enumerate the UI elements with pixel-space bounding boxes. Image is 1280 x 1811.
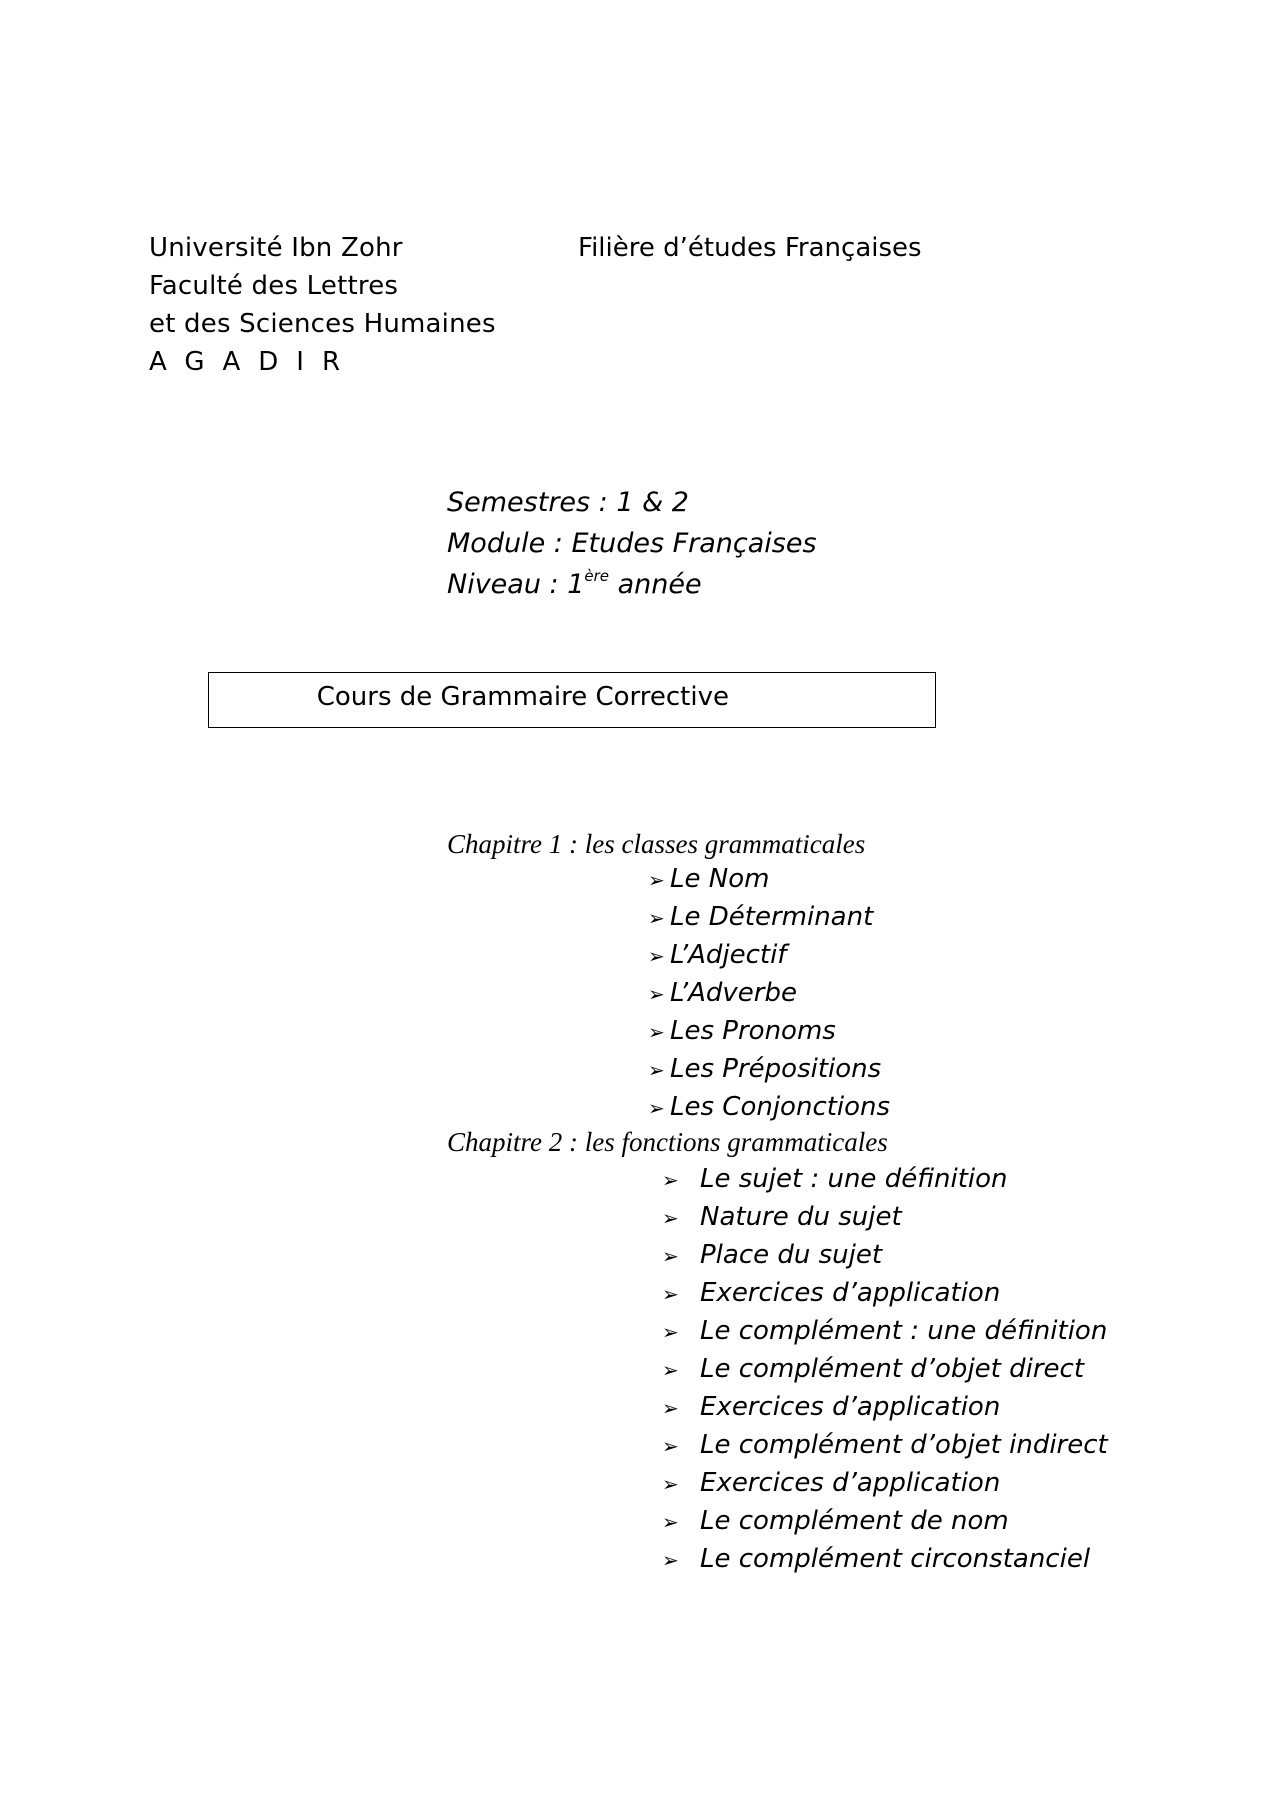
niveau-prefix: Niveau : 1 [447,569,585,600]
arrow-bullet-icon: ➢ [662,1168,679,1192]
chapter-2-item [662,1464,1000,1503]
chapter-1-item [648,860,769,899]
department-name: Filière d’études Françaises [578,233,922,263]
chapter-2-item [662,1350,1084,1389]
chapter-1-item [648,1088,890,1127]
university-name: Université Ibn Zohr [149,233,403,263]
chapter-2-item [662,1274,1000,1313]
chapter-1-item [648,936,786,975]
item-label: Le Déterminant [670,902,874,932]
arrow-bullet-icon: ➢ [648,1058,665,1082]
item-label: Les Pronoms [670,1016,836,1046]
item-label: Nature du sujet [700,1202,902,1232]
arrow-bullet-icon: ➢ [662,1282,679,1306]
arrow-bullet-icon: ➢ [648,1096,665,1120]
item-label: Exercices d’application [700,1278,1001,1308]
faculty-name: Faculté des Lettres [149,271,399,301]
arrow-bullet-icon: ➢ [648,906,665,930]
arrow-bullet-icon: ➢ [648,944,665,968]
arrow-bullet-icon: ➢ [662,1206,679,1230]
chapter-1-item [648,974,797,1013]
chapter-2-title: Chapitre 2 : les fonctions grammaticales [447,1127,888,1157]
chapter-2-item [662,1160,1008,1199]
arrow-bullet-icon: ➢ [662,1244,679,1268]
niveau-line [447,565,702,605]
chapter-1-item [648,1050,881,1089]
chapter-2-item [662,1540,1090,1579]
item-label: Exercices d’application [700,1392,1001,1422]
arrow-bullet-icon: ➢ [662,1548,679,1572]
item-label: Place du sujet [700,1240,883,1270]
arrow-bullet-icon: ➢ [648,868,665,892]
item-label: Le Nom [670,864,770,894]
arrow-bullet-icon: ➢ [662,1510,679,1534]
arrow-bullet-icon: ➢ [662,1434,679,1458]
semesters-line: Semestres : 1 & 2 [447,487,689,518]
item-label: Les Conjonctions [670,1092,891,1122]
item-label: L’Adverbe [670,978,797,1008]
arrow-bullet-icon: ➢ [662,1320,679,1344]
chapter-1-item [648,898,873,937]
item-label: Le complément : une définition [700,1316,1108,1346]
chapter-2-item [662,1312,1107,1351]
item-label: Le complément d’objet indirect [700,1430,1108,1460]
course-title: Cours de Grammaire Corrective [316,682,729,712]
module-line: Module : Etudes Françaises [447,528,817,559]
item-label: L’Adjectif [670,940,787,970]
course-title-box [208,672,936,728]
item-label: Le complément de nom [700,1506,1009,1536]
item-label: Le sujet : une définition [700,1164,1008,1194]
chapter-2-item [662,1236,882,1275]
chapter-2-item [662,1502,1009,1541]
chapter-1-item [648,1012,836,1051]
arrow-bullet-icon: ➢ [662,1358,679,1382]
chapter-2-item [662,1198,902,1237]
arrow-bullet-icon: ➢ [648,982,665,1006]
chapter-2-item [662,1426,1108,1465]
faculty-name-continued: et des Sciences Humaines [149,309,496,339]
arrow-bullet-icon: ➢ [662,1472,679,1496]
arrow-bullet-icon: ➢ [662,1396,679,1420]
niveau-superscript: ère [584,567,610,585]
item-label: Le complément circonstanciel [700,1544,1091,1574]
arrow-bullet-icon: ➢ [648,1020,665,1044]
chapter-2-item [662,1388,1000,1427]
city-name: AGADIR [149,347,359,377]
item-label: Le complément d’objet direct [700,1354,1085,1384]
chapter-1-title: Chapitre 1 : les classes grammaticales [447,829,866,859]
item-label: Exercices d’application [700,1468,1001,1498]
item-label: Les Prépositions [670,1054,882,1084]
niveau-suffix: année [609,569,702,600]
